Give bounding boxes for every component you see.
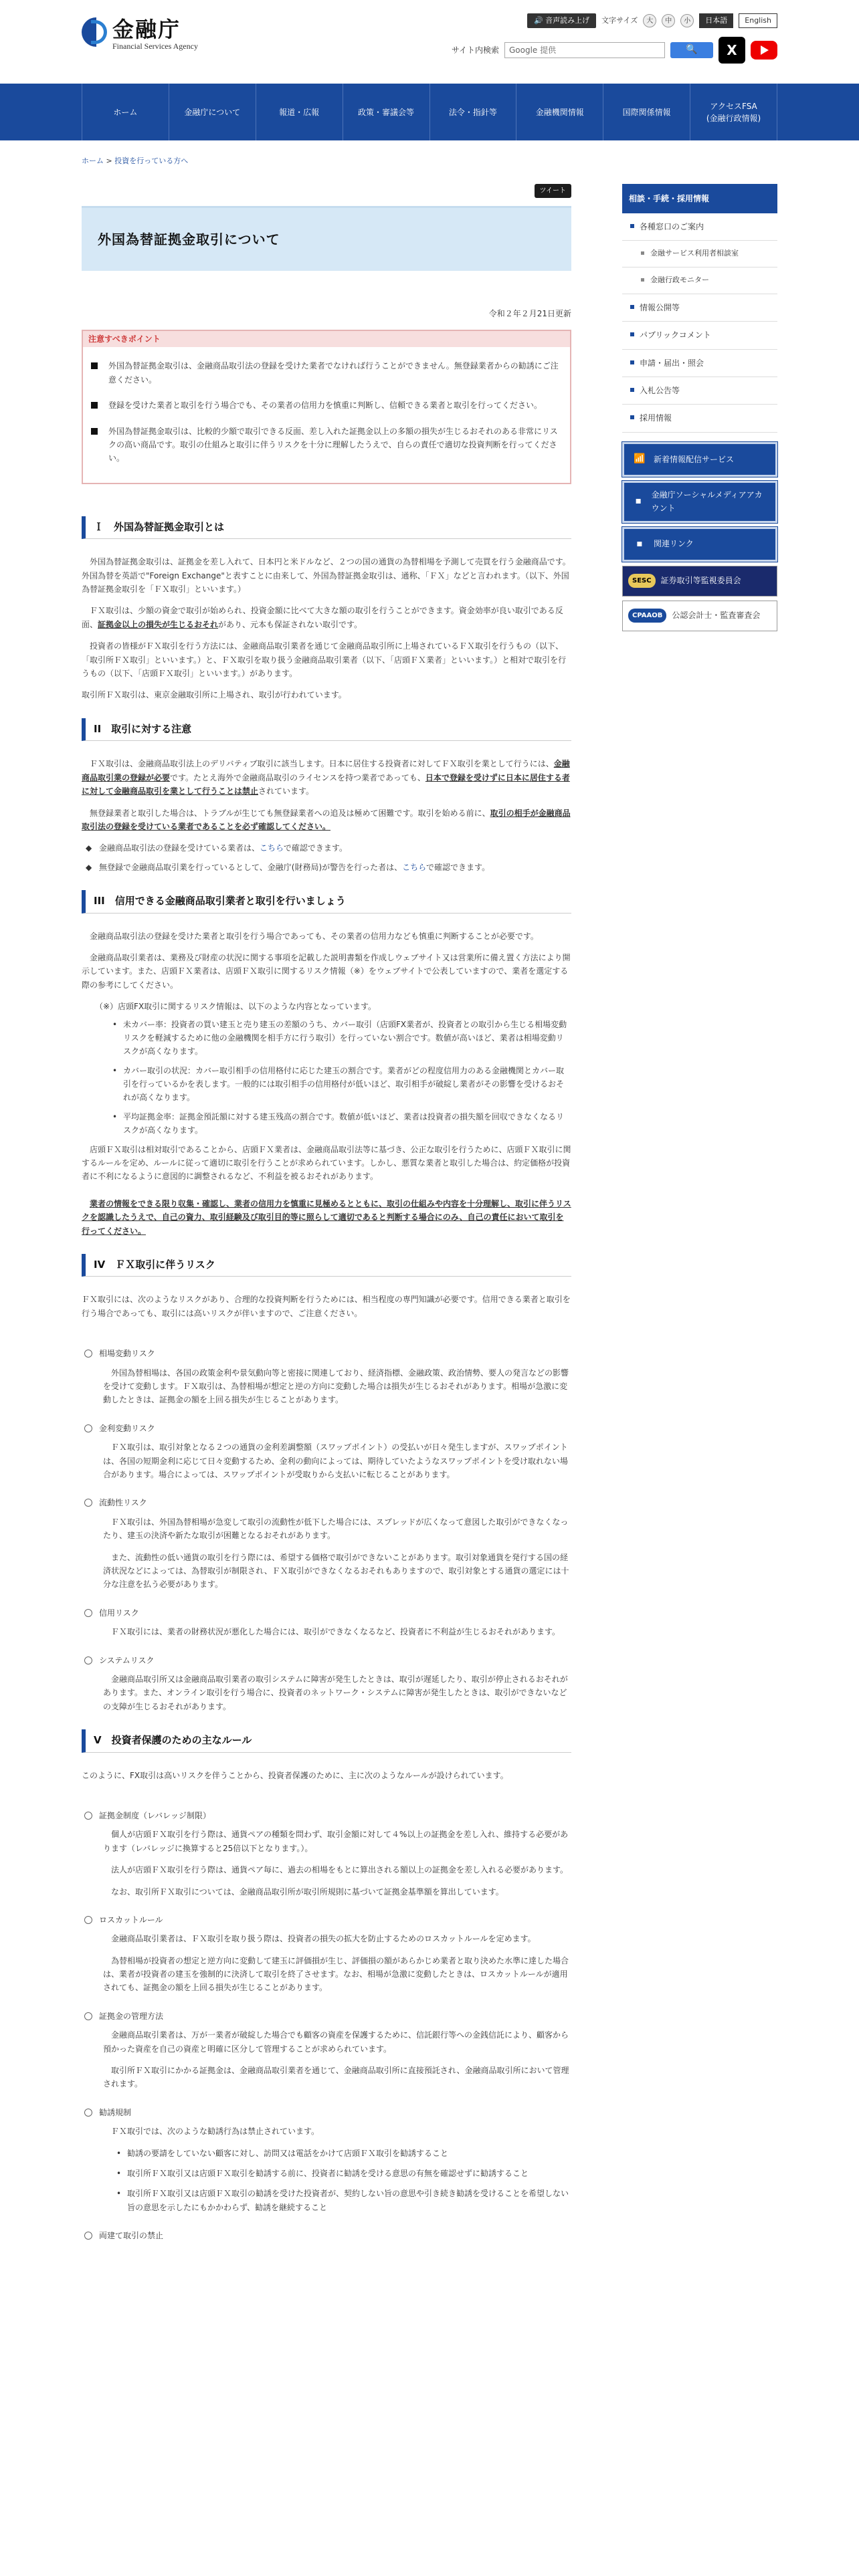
youtube-icon[interactable] (751, 37, 777, 64)
list-item: ◆ 金融商品取引法の登録を受けている業者は、こちらで確認できます。 (82, 841, 571, 855)
update-date: 令和２年２月21日更新 (488, 308, 571, 318)
wifi-icon: 📶 (634, 453, 646, 464)
tweet-button[interactable]: ツイート (535, 184, 572, 198)
sidebar-heading: 相談・手続・採用情報 (622, 184, 777, 213)
paragraph: 取引所ＦＸ取引は、東京金融取引所に上場され、取引が行われています。 (82, 690, 347, 700)
paragraph: 金融商品取引法の登録を受けた業者と取引を行う場合であっても、その業者の信用力なども慎重に判断することが必要です。 (90, 931, 539, 941)
breadcrumb-home[interactable]: ホーム (82, 156, 104, 165)
logo-english: Financial Services Agency (112, 41, 198, 51)
caution-item: 外国為替証拠金取引は、比較的少額で取引できる反面、差し入れた証拠金以上の多額の損失が生じるおそれのある非常にリスクの高い商品です。取引の仕組みと取引に伴うリスクを十分に理解したうえで、自らの責任で適切な投資判断を行ってください。 (91, 425, 562, 465)
x-twitter-icon[interactable]: X (719, 37, 745, 64)
paragraph: 業者の情報をできる限り収集・確認し、業者の信用力を慎重に見極めるとともに、取引の仕組みや内容を十分理解し、取引に伴うリスクを認識したうえで、自己の資力、取引経験及び取引目的等に照らして適切であると判断する場合にのみ、自己の責任において取引を行ってください。 (82, 1198, 571, 1236)
paragraph: ＦＸ取引は、金融商品取引法上のデリバティブ取引に該当します。日本に居住する投資者に対してＦＸ取引を業として行うには、金融商品取引業の登録が必要です。たとえ海外で金融商品取引のライセンスを持つ業者であっても、日本で登録を受けずに日本に居住する者に対して金融商品取引を業として行うことは禁止されています。 (82, 759, 570, 796)
rule-item: 勧誘規制 ＦＸ取引では、次のような勧誘行為は禁止されています。 • 勧誘の要請をしていない顧客に対し、訪問又は電話をかけて店頭ＦＸ取引を勧誘すること • 取引所ＦＸ取引又は店頭ＦＸ取引を勧誘する前に、投資者に勧誘を受ける意思の有無を確認せずに勧誘すること • 取引所ＦＸ取引又は店頭ＦＸ取引の勧誘を受けた投資者が、契約しない旨の意思や引き続き勧誘を受けることを希望しない旨の意思を示したにもかかわらず、勧誘を継続すること (82, 2106, 571, 2214)
rule-item: 両建て取引の禁止 (82, 2229, 571, 2242)
related-links-button[interactable]: ▪ 関連リンク (622, 527, 777, 562)
sidebar-item-monitor[interactable]: 金融行政モニター (622, 267, 777, 294)
rule-item: 証拠金の管理方法 金融商品取引業者は、万が一業者が破綻した場合でも顧客の資産を保護するために、信託銀行等への金銭信託により、顧客から預かった資産を自己の資産と明確に区分して管理することが求められています。 取引所ＦＸ取引にかかる証拠金は、金融商品取引業者を通じて、金融商品取引所に直接預託され、金融商品取引所において管理されます。 (82, 2010, 571, 2091)
sesc-banner[interactable]: SESC 証券取引等監視委員会 (622, 566, 777, 597)
list-item: • 平均証拠金率：証拠金預託額に対する建玉残高の割合です。数値が低いほど、業者は投資者の損失額を回収できなくなるリスクが高くなります。 (108, 1110, 571, 1138)
paragraph: ＦＸ取引は、少額の資金で取引が始められ、投資金額に比べて大きな額の取引を行うことができます。資金効率が良い取引である反面、証拠金以上の損失が生じるおそれがあり、元本も保証されない取引です。 (82, 606, 563, 629)
site-search (452, 37, 777, 64)
list-item: • 勧誘の要請をしていない顧客に対し、訪問又は電話をかけて店頭ＦＸ取引を勧誘すること (112, 2147, 571, 2160)
list-item: • 未カバー率：投資者の買い建玉と売り建玉の差額のうち、カバー取引（店頭FX業者が、投資者との取引から生じる相場変動リスクを軽減するために他の金融機関を相手方に行う取引）を行っていない割合です。数値が高いほど、業者は相場変動リスクが高くなります。 (108, 1018, 571, 1059)
risk-info-note: （※）店頭FX取引に関するリスク情報は、以下のような内容となっています。 • 未カバー率：投資者の買い建玉と売り建玉の差額のうち、カバー取引（店頭FX業者が、投資者との取引から生じる相場変動リスクを軽減するために他の金融機関を相手方に行う取引）を行っていない割合です。数値が高いほど、業者は相場変動リスクが高くなります。 • カバー取引の状況：カバー取引相手の信用格付に応じた建玉の割合です。業者がどの程度信用力のある金融機関とカバー取引を行っているかを表します。一般的には取引相手の信用格付が低いほど、取引相手が破綻し業者がその影響を受けるおそれが高くなります。 • 平均証拠金率：証拠金預託額に対する建玉残高の割合です。数値が低いほど、業者は投資者の損失額を回収できなくなるリスクが高くなります。 (95, 1000, 571, 1138)
search-icon: 🔍 (686, 44, 698, 56)
list-item: • 取引所ＦＸ取引又は店頭ＦＸ取引を勧誘する前に、投資者に勧誘を受ける意思の有無を確認せずに勧誘すること (112, 2167, 571, 2180)
global-nav (0, 84, 859, 140)
paragraph: 店頭ＦＸ取引は相対取引であることから、店頭ＦＸ業者は、金融商品取引法等に基づき、公正な取引を行うために、店頭ＦＸ取引に関するルールを定め、ルールに従って適切に取引を行うことが求められています。しかし、悪質な業者と取引した場合は、約定価格が投資者に不利になるように意図的に調整されるなど、不利益を被るおそれがあります。 (82, 1144, 571, 1182)
section-heading-2: II 取引に対する注意 (82, 718, 571, 742)
breadcrumb-investors[interactable]: 投資を行っている方へ (114, 156, 189, 165)
font-size-label: 文字サイズ (601, 15, 638, 25)
sidebar-item-applications[interactable]: 申請・届出・照会 (622, 350, 777, 377)
caution-item: 登録を受けた業者と取引を行う場合でも、その業者の信用力を慎重に判断し、信頼できる業者と取引を行ってください。 (91, 399, 562, 412)
list-item: • 取引所ＦＸ取引又は店頭ＦＸ取引の勧誘を受けた投資者が、契約しない旨の意思や引き続き勧誘を受けることを希望しない旨の意思を示したにもかかわらず、勧誘を継続すること (112, 2187, 571, 2214)
nav-about[interactable]: 金融庁について (169, 84, 256, 140)
nav-international[interactable]: 国際関係情報 (603, 84, 690, 140)
search-input[interactable]: Google 提供 (504, 42, 665, 58)
rule-item: 証拠金制度（レバレッジ制限） 個人が店頭ＦＸ取引を行う際は、通貨ペアの種類を問わず、取引金額に対して４%以上の証拠金を差し入れ、維持する必要があります（レバレッジに換算すると25倍以下となります。）。 法人が店頭ＦＸ取引を行う際は、通貨ペア毎に、過去の相場をもとに算出される額以上の証拠金を差し入れる必要があります。 なお、取引所ＦＸ取引については、金融商品取引所が取引所規則に基づいて証拠金基準額を算出しています。 (82, 1809, 571, 1899)
nav-access-fsa[interactable]: アクセスFSA (金融行政情報) (690, 84, 777, 140)
paragraph: 外国為替証拠金取引は、証拠金を差し入れて、日本円と米ドルなど、２つの国の通貨の為替相場を予測して売買を行う金融商品です。外国為替を英語で"Foreign Exchange"と表すことに由来して、外国為替証拠金取引は、通称、「ＦＸ」などと言われます。（以下、外国為替証拠金取引を「ＦＸ取引」といいます。） (82, 557, 571, 595)
risk-item: 流動性リスク ＦＸ取引は、外国為替相場が急変して取引の流動性が低下した場合には、スプレッドが広くなって意図した取引ができなくなったり、建玉の決済や新たな取引が困難となるおそれがあります。 また、流動性の低い通貨の取引を行う際には、希望する価格で取引ができないことがあります。取引対象通貨を発行する国の経済状況などによっては、為替取引が制限され、ＦＸ取引ができなくなるおそれもありますので、取引対象とする通貨の選定には十分な注意を払う必要があります。 (82, 1496, 571, 1591)
nav-institutions[interactable]: 金融機関情報 (516, 84, 603, 140)
risk-item: 相場変動リスク 外国為替相場は、各国の政策金利や景気動向等と密接に関連しており、経済指標、金融政策、政治情勢、要人の発言などの影響を受けて変動します。ＦＸ取引は、為替相場が想定と逆の方向に変動した場合は損失が生じるおそれがあります。相場が急激に変動したときは、証拠金の額を上回る損失が生じることがあります。 (82, 1347, 571, 1407)
paragraph: 金融商品取引業者は、業務及び財産の状況に関する事項を記載した説明書類を作成しウェブサイト又は営業所に備え置く方法により開示しています。また、店頭ＦＸ業者は、店頭ＦＸ取引に関するリスク情報（※）をウェブサイトで公表していますので、業者を選定する際の参考にしてください。 (82, 952, 571, 990)
section-body-4 (82, 1293, 571, 1713)
share-icon: ▪ (635, 496, 642, 507)
warned-dealers-link[interactable]: こちら (402, 862, 427, 872)
cpaaob-logo: CPAAOB (628, 609, 666, 623)
section-body-3 (82, 930, 571, 1238)
font-size-medium-button[interactable]: 中 (662, 14, 675, 27)
sidebar-item-consultation[interactable]: 金融サービス利用者相談室 (622, 241, 777, 267)
social-media-button[interactable]: ▪ 金融庁ソーシャルメディアアカウント (622, 481, 777, 523)
paragraph: ＦＸ取引には、次のようなリスクがあり、合理的な投資判断を行うためには、相当程度の専門知識が必要です。信用できる業者と取引を行う場合であっても、取引には高いリスクが伴いますので、ご注意ください。 (82, 1295, 571, 1318)
page-title: 外国為替証拠金取引について (82, 206, 571, 271)
risk-item: システムリスク 金融商品取引所又は金融商品取引業者の取引システムに障害が発生したときは、取引が遅延したり、取引が停止されるおそれがあります。また、オンライン取引を行う場合に、投資者のネットワーク・システムに障害が発生したときは、取引ができないなどの支障が生じるおそれがあります。 (82, 1654, 571, 1714)
caution-heading: 注意すべきポイント (83, 331, 570, 347)
lang-japanese-button[interactable]: 日本語 (699, 13, 733, 28)
sidebar-item-recruit[interactable]: 採用情報 (622, 405, 777, 432)
section-heading-5: V 投資者保護のための主なルール (82, 1729, 571, 1753)
font-size-small-button[interactable]: 小 (680, 14, 694, 27)
section-heading-3: III 信用できる金融商品取引業者と取引を行いましょう (82, 890, 571, 914)
breadcrumb: ホーム > 投資を行っている方へ (82, 156, 189, 165)
utility-bar (527, 13, 777, 28)
risk-item: 金利変動リスク ＦＸ取引は、取引対象となる２つの通貨の金利差調整額（スワップポイント）の受払いが日々発生しますが、スワップポイントは、各国の短期金利に応じて日々変動するため、金利の動向によっては、期待していたようなスワップポイントを受け取れない場合があります。場合によっては、スワップポイントが受取りから支払いに転じることがあります。 (82, 1422, 571, 1482)
sidebar-item-bidding[interactable]: 入札公告等 (622, 377, 777, 405)
section-body-5 (82, 1769, 571, 2243)
paragraph: 投資者の皆様がＦＸ取引を行う方法には、金融商品取引業者を通じて金融商品取引所に上場されているＦＸ取引を行うもの（以下、「取引所ＦＸ取引」といいます。）と、ＦＸ取引を取り扱う金融商品取引業者（以下、「店頭ＦＸ業者」といいます。）と相対で取引を行うもの（以下、「店頭ＦＸ取引」といいます。）があります。 (82, 641, 567, 679)
cpaaob-banner[interactable]: CPAAOB 公認会計士・監査審査会 (622, 601, 777, 631)
section-body-1 (82, 555, 571, 702)
logo-japanese: 金融庁 (112, 17, 181, 42)
caution-item: 外国為替証拠金取引は、金融商品取引法の登録を受けた業者でなければ行うことができません。無登録業者からの勧誘にご注意ください。 (91, 359, 562, 387)
section-body-2 (82, 757, 571, 874)
sesc-logo: SESC (628, 574, 656, 588)
main-content (82, 184, 571, 2248)
list-item: • カバー取引の状況：カバー取引相手の信用格付に応じた建玉の割合です。業者がどの程度信用力のある金融機関とカバー取引を行っているかを表します。一般的には取引相手の信用格付が低いほど、取引相手が破綻し業者がその影響を受けるおそれが高くなります。 (108, 1064, 571, 1105)
paragraph: 無登録業者と取引した場合は、トラブルが生じても無登録業者への追及は極めて困難です。取引を始める前に、取引の相手が金融商品取引法の登録を受けている業者であることを必ず確認してください。 (82, 808, 571, 831)
nav-laws[interactable]: 法令・指針等 (430, 84, 516, 140)
lang-english-button[interactable]: English (739, 13, 777, 28)
registered-dealers-link[interactable]: こちら (260, 843, 284, 853)
speaker-icon: 🔊 (533, 16, 546, 25)
sidebar-item-disclosure[interactable]: 情報公開等 (622, 294, 777, 322)
section-heading-1: Ｉ 外国為替証拠金取引とは (82, 516, 571, 540)
risk-item: 信用リスク ＦＸ取引には、業者の財務状況が悪化した場合には、取引ができなくなるなど、投資者に不利益が生じるおそれがあります。 (82, 1606, 571, 1639)
paragraph: このように、FX取引は高いリスクを伴うことから、投資者保護のために、主に次のようなルールが設けられています。 (82, 1770, 508, 1780)
nav-press[interactable]: 報道・広報 (256, 84, 343, 140)
search-button[interactable] (670, 42, 713, 58)
fsa-logo[interactable] (82, 17, 198, 51)
nav-policy[interactable]: 政策・審議会等 (343, 84, 430, 140)
document-icon: ▪ (636, 538, 643, 549)
news-delivery-button[interactable]: 📶 新着情報配信サービス (622, 442, 777, 477)
sidebar (622, 184, 777, 2248)
nav-home[interactable]: ホーム (82, 84, 169, 140)
sidebar-item-contact[interactable]: 各種窓口のご案内 (622, 213, 777, 241)
sidebar-item-public-comment[interactable]: パブリックコメント (622, 322, 777, 349)
caution-box (82, 330, 571, 484)
fsa-logo-icon (82, 17, 108, 47)
search-label: サイト内検索 (451, 45, 499, 55)
site-header (82, 0, 777, 84)
font-size-large-button[interactable]: 大 (643, 14, 656, 27)
section-heading-4: IV ＦＸ取引に伴うリスク (82, 1254, 571, 1277)
list-item: ◆ 無登録で金融商品取引業を行っているとして、金融庁(財務局)が警告を行った者は、こちらで確認できます。 (82, 861, 571, 874)
read-aloud-button[interactable]: 🔊 音声読み上げ (527, 13, 596, 28)
rule-item: ロスカットルール 金融商品取引業者は、ＦＸ取引を取り扱う際は、投資者の損失の拡大を防止するためのロスカットルールを定めます。 為替相場が投資者の想定と逆方向に変動して建玉に評価損が生じ、評価損の額があらかじめ業者と取り決めた水準に達した場合は、業者が投資者の建玉を強制的に決済して取引を終了させます。なお、相場が急激に変動したときは、ロスカットルールが適用されても、証拠金の額を上回る損失が生じることがあります。 (82, 1913, 571, 1995)
